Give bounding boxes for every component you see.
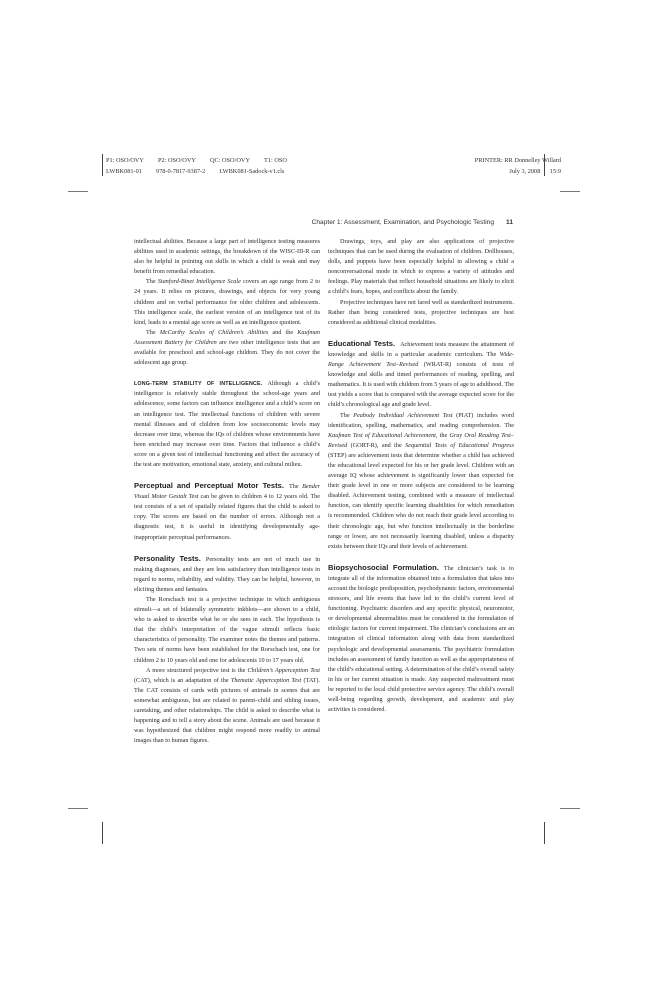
paragraph: Biopsychosocial Formulation. The clinician’s task is to integrate all of the information obtained into a formulation that takes into account the biologic predisposition, psychodynamic factors, environmental stressors, and life events that have led to the child’s current level of functioning. Psychiatric disorders and any specific physical, neuromotor, or developmental abnormalities must be considered in the formulation of etiologic factors for current impairment. The clinician’s conclusions are an integration of clinical information along with data from standardized psychologic and developmental assessments. The psychiatric formulation includes an assessment of family function as well as the appropriateness of the child’s educational setting. A determination of the child’s overall safety in his or her current situation is made. Any suspected maltreatment must be reported to the local child protective service agency. The child’s overall well-being regarding growth, development, and academic and play activities is considered. [328,562,514,714]
paragraph: Projective techniques have not fared well as standardized instruments. Rather than being considered tests, projective techniques are best considered as additional clinical modalities. [328,298,514,326]
slug-time: 15:9 [549,168,561,175]
paragraph: The Peabody Individual Achievement Test (PIAT) includes word identification, spelling, mathematics, and reading comprehension. The Kaufman Test of Educational Achievement, the Gray Oral Reading Test–Revised (GORT-R), and the Sequential Tests of Educational Progress (STEP) are achievement tests that determine whether a child has achieved the educational level expected for his or her grade level. Children with an average IQ whose achievement is significantly lower than expected for their grade level in one or more subjects are considered to be learning disabled. Achievement testing, combined with a measure of intellectual function, can identify specific learning disabilities for which remediation is recommended. Children who do not reach their grade level according to their chronologic age, but who function intellectually in the borderline range or lower, are not necessarily learning disabled, unless a disparity exists between their IQs and their levels of achievement. [328,411,514,550]
paragraph: Personality Tests. Personality tests are not of much use in making diagnoses, and they are less satisfactory than intelligence tests in regard to norms, reliability, and validity. They can be helpful, however, in eliciting themes and fantasies. [134,553,321,593]
crop-bar-left-bottom [102,822,103,844]
paragraph: The McCarthy Scales of Children’s Abilities and the Kaufman Assessment Battery for Children are two other intelligence tests that are available for preschool and school-age children. They do not cover the adolescent age group. [134,328,320,367]
slug-date: July 3, 2008 [509,168,541,175]
chapter-title: Chapter 1: Assessment, Examination, and Psychologic Testing [311,219,495,226]
crop-bar-right-bottom [544,822,545,844]
crop-mark-top-right [560,191,580,192]
slug-file: LWBK081-Sadock-v1.cls [219,168,285,175]
paragraph: The Stanford-Binet Intelligence Scale covers an age range from 2 to 24 years. It relies on pictures, drawings, and objects for very young children and on verbal performance for older children and adolescents. This intelligence scale, the earliest version of an intelligence test of its kind, leads to a mental age score as well as an intelligence quotient. [134,278,321,326]
paragraph: LONG-TERM STABILITY OF INTELLIGENCE. Although a child’s intelligence is relatively stable throughout the school-age years and adolescence, some factors can influence intelligence and a child’s score on an intelligence test. The intellectual functions of children with severe mental illnesses and of children from low socioeconomic levels may decrease over time, whereas the IQs of children whose environments have been enriched may increase over time. Factors that influence a child’s score on a given test of intellectual functioning and affect the accuracy of the test are motivation, emotional state, anxiety, and cultural milieu. [134,380,320,468]
slug-isbn: 978-0-7817-9387-2 [155,168,206,175]
crop-mark-bottom-right [560,808,580,809]
paragraph: intellectual abilities. Because a large part of intelligence testing measures abilities used in academic settings, the breakdown of the WISC-III-R can also be helpful in pointing out skills in which a child is weak and may benefit from remedial education. [134,238,320,276]
section-heading: Educational Tests. [328,338,396,348]
running-head [0,219,513,226]
paragraph: Educational Tests. Achievement tests measure the attainment of knowledge and skills in a particular academic curriculum. The Wide-Range Achievement Test–Revised (WRAT-R) consists of tests of knowledge and skills and timed performances of reading, spelling, and mathematics. It is used with children from 5 years of age to adulthood. The test yields a score that is compared with the average expected score for the child’s chronological age and grade level. [328,338,515,409]
subsection-heading: LONG-TERM STABILITY OF INTELLIGENCE. [134,381,263,388]
production-slug-left [106,155,301,177]
section-heading: Perceptual and Perceptual Motor Tests. [134,481,284,491]
left-column [134,237,320,746]
slug-t1: T1: OSO [264,157,287,164]
paragraph: A more structured projective test is the Children’s Apperception Test (CAT), which is an adaptation of the Thematic Apperception Test (TAT). The CAT consists of cards with pictures of animals in scenes that are somewhat ambiguous, but are related to parent–child and sibling issues, caretaking, and other relationships. The child is asked to describe what is happening and to tell a story about the scene. Animals are used because it was hypothesized that children might respond more readily to animal images than to human figures. [134,666,321,745]
section-heading: Biopsychosocial Formulation. [328,562,439,572]
right-column [328,237,514,715]
section-heading: Personality Tests. [134,553,201,563]
slug-p1: P1: OSO/OVY [106,157,144,164]
slug-p2: P2: OSO/OVY [157,157,196,164]
production-slug-right [475,155,561,177]
paragraph: Drawings, toys, and play are also applications of projective techniques that can be used during the evaluation of children. Dollhouses, dolls, and puppets have been especially helpful in allowing a child a nonconversational mode in which to express a variety of attitudes and feelings. Play materials that reflect household situations are likely to elicit a child’s fears, hopes, and conflicts about the family. [328,238,514,296]
page-number: 11 [506,219,513,226]
slug-printer: PRINTER: RR Donnelley Willard [474,157,561,164]
crop-mark-bottom-left [68,808,88,809]
paragraph: The Rorschach test is a projective technique in which ambiguous stimuli—a set of bilaterally symmetric inkblots—are shown to a child, who is asked to describe what he or she sees in each. The hypothesis is that the child’s interpretation of the vague stimuli reflects basic characteristics of personality. The examiner notes the themes and patterns. Two sets of norms have been established for the Rorschach test, one for children 2 to 10 years old and one for adolescents 10 to 17 years old. [134,596,320,664]
crop-bar-left-top [102,154,103,176]
slug-qc: QC: OSO/OVY [209,157,250,164]
paragraph: Perceptual and Perceptual Motor Tests. The Bender Visual Motor Gestalt Test can be given to children 4 to 12 years old. The test consists of a set of spatially related figures that the child is asked to copy. The scores are based on the number of errors. Although not a diagnostic test, it is useful in identifying developmentally age-inappropriate perceptual performances. [134,481,320,541]
slug-code: LWBK081-01 [106,168,142,175]
crop-mark-top-left [68,191,88,192]
